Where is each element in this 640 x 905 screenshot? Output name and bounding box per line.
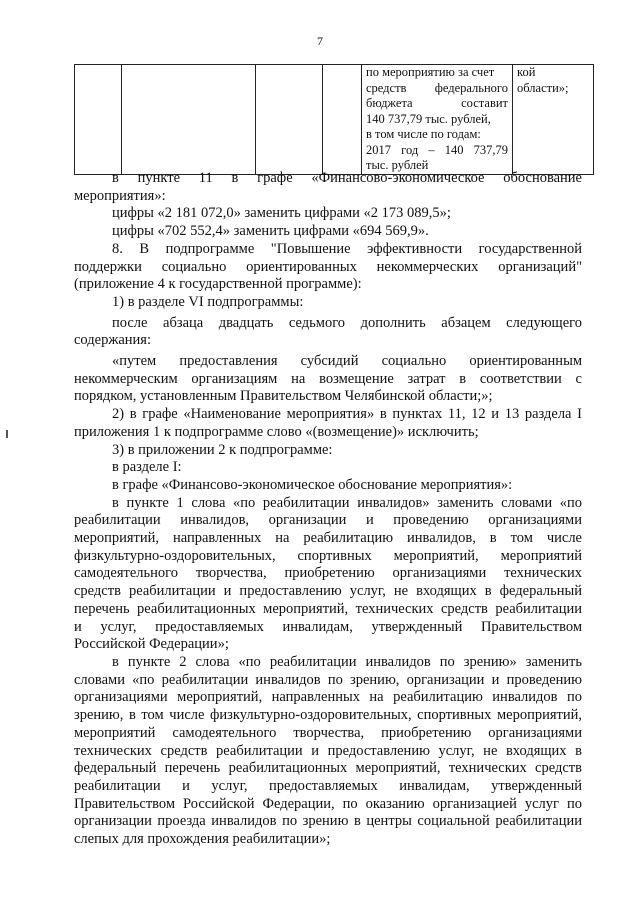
table-cell-line: средств федерального	[366, 80, 508, 95]
body-line: (приложение 4 к государственной программе):	[74, 276, 362, 293]
body-line: организациями мероприятий, направленных на реабилитацию инвалидов по	[74, 689, 582, 706]
table-cell-line: тыс. рублей	[366, 158, 429, 172]
body-line: и услуг, предоставляемых инвалидам, утвержденный Правительством	[74, 618, 582, 635]
table-cell-line: в том числе по годам:	[366, 127, 481, 141]
body-line: организации проезда инвалидов по зрению в центры социальной реабилитации	[74, 813, 582, 830]
body-line: зрению, в том числе физкультурно-оздоровительных, спортивных мероприятий,	[74, 707, 582, 724]
body-line: средств реабилитации и предоставлению услуг, не входящих в федеральный	[74, 583, 582, 600]
scan-mark	[6, 430, 8, 438]
body-line: «путем предоставления субсидий социально ориентированным	[112, 353, 582, 370]
body-line: содержания:	[74, 332, 152, 349]
body-line: в графе «Финансово-экономическое обоснование мероприятия»:	[112, 476, 513, 493]
continuation-table	[74, 64, 594, 175]
body-line: в пункте 2 слова «по реабилитации инвалидов по зрению» заменить	[112, 653, 582, 670]
body-line: Правительством Российской Федерации, по оказанию организацией услуг по	[74, 795, 582, 812]
body-line: мероприятия»:	[74, 187, 166, 204]
body-line: мероприятий самодеятельного творчества, приобретению организациями	[74, 724, 582, 741]
table-row	[75, 65, 594, 175]
body-line: перечень реабилитационных мероприятий, технических средств реабилитации	[74, 600, 582, 617]
body-line: самодеятельного творчества, приобретению организациями технических	[74, 565, 582, 582]
body-line: 3) в приложении 2 к подпрограмме:	[112, 441, 333, 458]
table-cell-4	[323, 65, 362, 175]
body-line: 8. В подпрограмме "Повышение эффективности государственной	[112, 240, 582, 257]
body-line: федеральный перечень реабилитационных мероприятий, технических средств	[74, 760, 582, 777]
body-line: приложения 1 к подпрограмме слово «(возмещение)» исключить;	[74, 423, 479, 440]
body-line: Российской Федерации»;	[74, 636, 229, 653]
body-line: 1) в разделе VI подпрограммы:	[112, 293, 304, 310]
body-line: в пункте 11 в графе «Финансово-экономическое обоснование	[112, 170, 582, 186]
table-cell-region	[513, 65, 594, 175]
table-cell-line: 2017 год – 140 737,79	[366, 142, 508, 157]
page-number: 7	[317, 34, 323, 48]
body-line: после абзаца двадцать седьмого дополнить абзацем следующего	[112, 314, 582, 331]
body-line: цифры «702 552,4» заменить цифрами «694 569,9».	[112, 223, 429, 240]
body-line: реабилитации инвалидов, организации и проведению организациями	[74, 512, 582, 529]
body-line: в разделе I:	[112, 459, 182, 476]
table-cell-line: кой	[517, 65, 536, 79]
table-cell-line: области»;	[517, 80, 569, 95]
table-cell-3	[256, 65, 323, 175]
body-line: некоммерческим организациям на возмещение затрат в соответствии с	[74, 370, 582, 387]
body-line: порядком, установленным Правительством Челябинской области;»;	[74, 388, 493, 405]
body-line: физкультурно-оздоровительных, спортивных мероприятий, мероприятий	[74, 547, 582, 564]
body-line: в пункте 1 слова «по реабилитации инвалидов» заменить словами «по	[112, 494, 582, 511]
document-body	[74, 170, 582, 849]
body-line: 2) в графе «Наименование мероприятия» в пунктах 11, 12 и 13 раздела I	[112, 406, 582, 423]
body-line: технических средств реабилитации и предоставлению услуг, не входящих в	[74, 742, 582, 759]
body-line: слепых для прохождения реабилитации»;	[74, 831, 331, 848]
table-cell-funding	[362, 65, 513, 175]
body-line: реабилитации и услуг, предоставляемых инвалидам, утвержденный	[74, 777, 582, 794]
body-line: цифры «2 181 072,0» заменить цифрами «2 173 089,5»;	[112, 205, 451, 222]
table-cell-1	[75, 65, 122, 175]
table-cell-2	[122, 65, 256, 175]
body-line: поддержки социально ориентированных некоммерческих организаций"	[74, 258, 582, 275]
table-cell-line: бюджета составит	[366, 96, 508, 110]
body-line: мероприятий, направленных на реабилитацию инвалидов, в том числе	[74, 530, 582, 547]
body-line: словами «по реабилитации инвалидов по зрению, организации и проведению	[74, 671, 582, 688]
table-cell-line: 140 737,79 тыс. рублей,	[366, 111, 491, 126]
table-cell-line: по мероприятию за счет	[366, 65, 495, 79]
